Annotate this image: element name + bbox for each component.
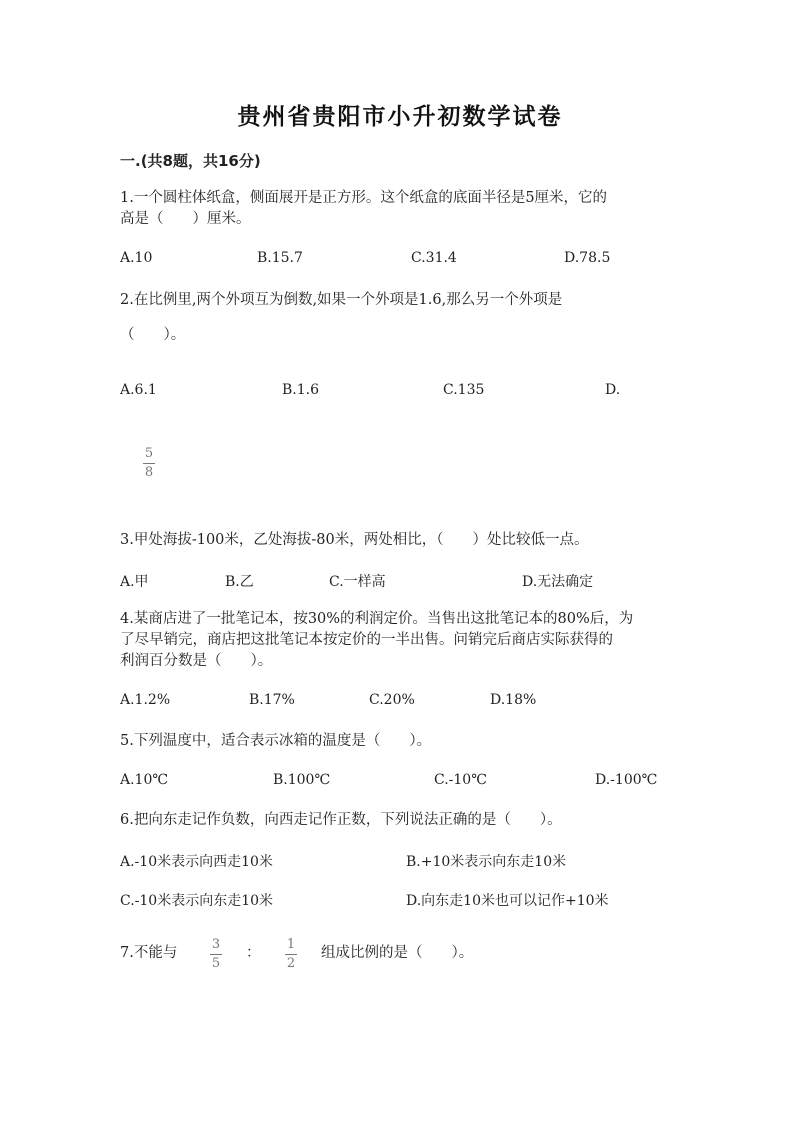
question-5-option-c[interactable]: C.-10℃ bbox=[434, 772, 487, 788]
question-5-line-1: 5.下列温度中，适合表示冰箱的温度是（ ）。 bbox=[120, 733, 432, 749]
fraction-numerator: 5 bbox=[144, 446, 154, 461]
page-title: 贵州省贵阳市小升初数学试卷 bbox=[237, 104, 563, 130]
question-4-option-a[interactable]: A.1.2% bbox=[120, 692, 171, 708]
question-1-line-1: 1.一个圆柱体纸盒，侧面展开是正方形。这个纸盒的底面半径是5厘米，它的 bbox=[120, 190, 608, 206]
question-6-option-c[interactable]: C.-10米表示向东走10米 bbox=[120, 893, 274, 909]
question-7-colon: ： bbox=[246, 945, 261, 961]
question-1-option-c[interactable]: C.31.4 bbox=[411, 250, 457, 266]
fraction-denominator: 5 bbox=[211, 956, 221, 971]
question-3-option-d[interactable]: D.无法确定 bbox=[522, 574, 594, 590]
question-3-option-a[interactable]: A.甲 bbox=[120, 574, 149, 590]
question-1-option-d[interactable]: D.78.5 bbox=[564, 250, 611, 266]
question-1-option-b[interactable]: B.15.7 bbox=[257, 250, 303, 266]
question-7-fraction-1 bbox=[210, 937, 222, 972]
question-5-option-a[interactable]: A.10℃ bbox=[120, 772, 169, 788]
question-3-option-b[interactable]: B.乙 bbox=[225, 574, 254, 590]
fraction-numerator: 3 bbox=[211, 937, 221, 952]
fraction-numerator: 1 bbox=[286, 937, 296, 952]
question-7-fraction-2 bbox=[285, 937, 297, 972]
question-6-option-a[interactable]: A.-10米表示向西走10米 bbox=[120, 854, 273, 870]
fraction-bar bbox=[210, 954, 222, 955]
question-6-option-d[interactable]: D.向东走10米也可以记作+10米 bbox=[406, 893, 609, 909]
question-2-option-d-fraction bbox=[143, 446, 155, 481]
question-2-option-b[interactable]: B.1.6 bbox=[282, 382, 320, 398]
question-6-line-1: 6.把向东走记作负数，向西走记作正数，下列说法正确的是（ ）。 bbox=[120, 812, 562, 828]
question-5-option-b[interactable]: B.100℃ bbox=[273, 772, 331, 788]
question-4-option-b[interactable]: B.17% bbox=[249, 692, 295, 708]
question-1-option-a[interactable]: A.10 bbox=[120, 250, 153, 266]
fraction-bar bbox=[285, 954, 297, 955]
fraction-denominator: 8 bbox=[144, 465, 154, 480]
question-2-line-2: （ ）。 bbox=[120, 327, 186, 343]
question-6-option-b[interactable]: B.+10米表示向东走10米 bbox=[406, 854, 567, 870]
question-2-option-d[interactable]: D. bbox=[605, 382, 621, 398]
question-3-option-c[interactable]: C.一样高 bbox=[329, 574, 386, 590]
fraction-denominator: 2 bbox=[286, 956, 296, 971]
fraction-bar bbox=[143, 463, 155, 464]
question-2-option-a[interactable]: A.6.1 bbox=[120, 382, 157, 398]
question-4-line-2: 了尽早销完，商店把这批笔记本按定价的一半出售。问销完后商店实际获得的 bbox=[120, 632, 613, 648]
question-3-line-1: 3.甲处海拔-100米，乙处海拔-80米，两处相比，（ ）处比较低一点。 bbox=[120, 532, 589, 548]
question-2-option-c[interactable]: C.135 bbox=[443, 382, 485, 398]
question-4-option-c[interactable]: C.20% bbox=[369, 692, 415, 708]
section-heading: 一.(共8题，共16分) bbox=[120, 152, 261, 170]
question-2-line-1: 2.在比例里,两个外项互为倒数,如果一个外项是1.6,那么另一个外项是 bbox=[120, 292, 563, 308]
question-4-option-d[interactable]: D.18% bbox=[490, 692, 537, 708]
question-1-line-2: 高是（ ）厘米。 bbox=[120, 211, 251, 227]
question-7-prefix: 7.不能与 bbox=[120, 945, 178, 961]
question-4-line-3: 利润百分数是（ ）。 bbox=[120, 653, 273, 669]
question-5-option-d[interactable]: D.-100℃ bbox=[595, 772, 658, 788]
question-4-line-1: 4.某商店进了一批笔记本，按30%的利润定价。当售出这批笔记本的80%后，为 bbox=[120, 611, 634, 627]
question-7-suffix: 组成比例的是（ ）。 bbox=[321, 945, 474, 961]
